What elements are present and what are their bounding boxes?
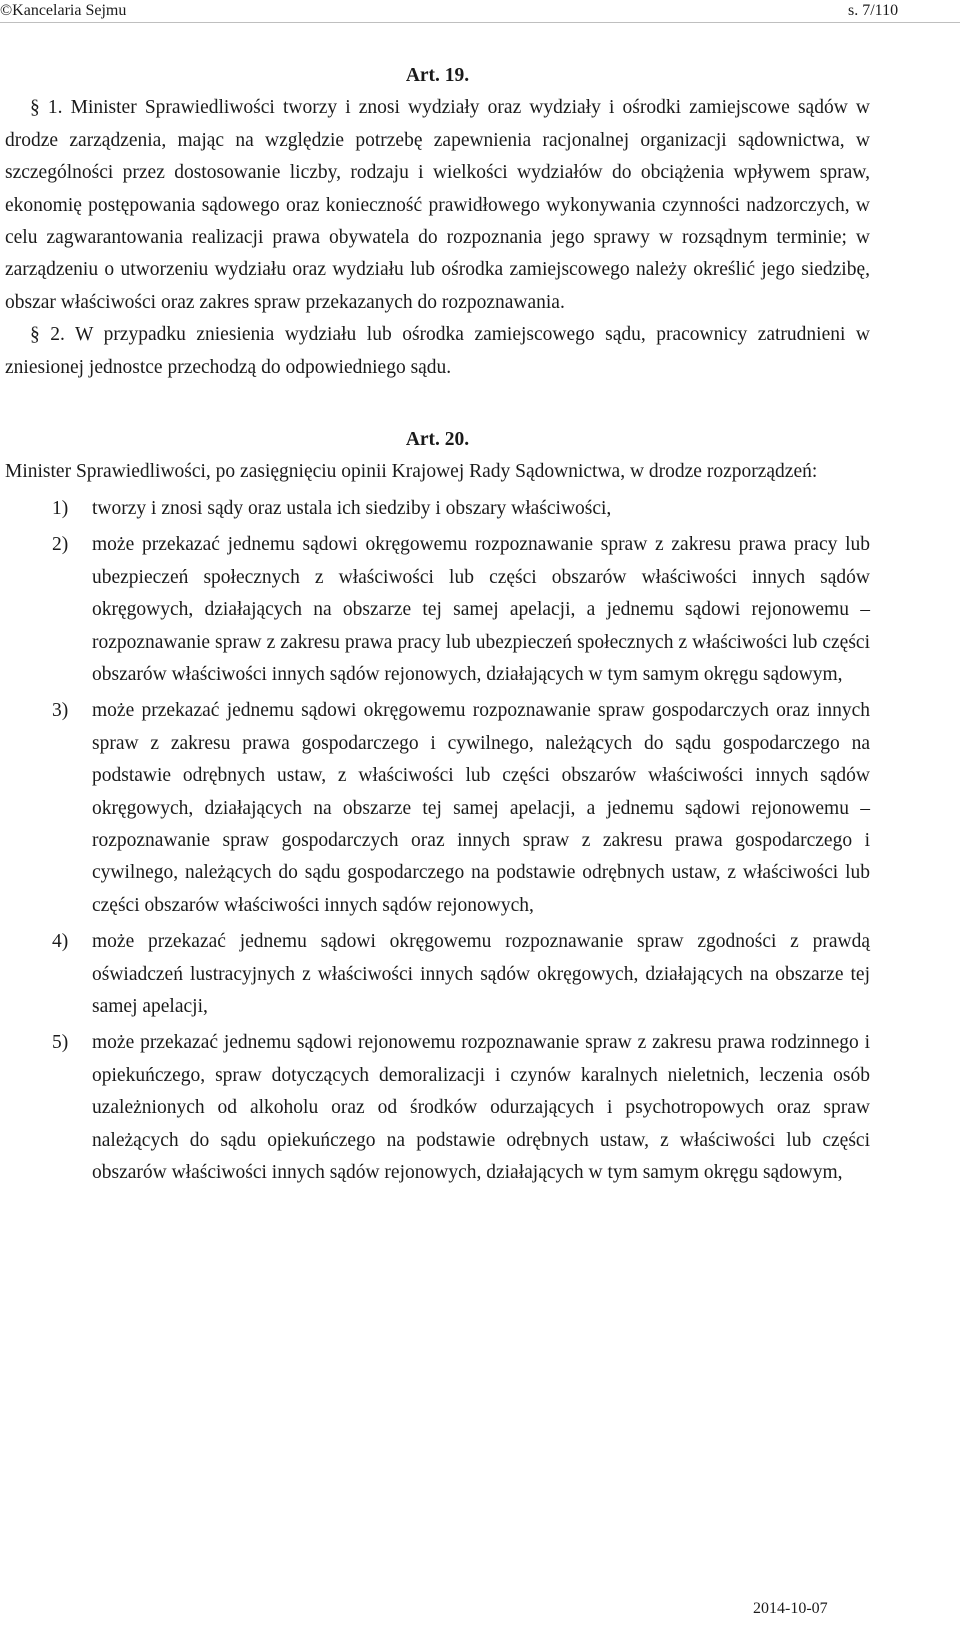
- list-item: [5, 1027, 870, 1189]
- article-19-title: Art. 19.: [405, 65, 470, 86]
- list-item-number: 4): [52, 931, 69, 953]
- header-divider: [0, 22, 960, 23]
- list-item-number: 3): [52, 700, 69, 722]
- page-header: [0, 0, 960, 24]
- article-spacer: [5, 384, 870, 424]
- list-item: [5, 695, 870, 922]
- list-item-number: 5): [52, 1032, 69, 1054]
- list-item: [5, 926, 870, 1023]
- list-item: [5, 529, 870, 691]
- document-date: 2014-10-07: [753, 1600, 828, 1617]
- list-item-text: może przekazać jednemu sądowi rejonowemu rozpoznawanie spraw z zakresu prawa rodzinnego i opiekuńczego, spraw dotyczących demoralizacji i czynów karalnych nieletnich, leczenia osób uzależnionych od alkoholu oraz od środków odurzających i psychotropowych oraz spraw należących do sądu opiekuńczego na podstawie odrębnych ustaw, z właściwości lub części obszarów właściwości innych sądów rejonowych, działających w tym samym okręgu sądowym,: [92, 1032, 870, 1183]
- article-20-list: [5, 493, 870, 1190]
- list-item: [5, 493, 870, 525]
- document-body: [5, 60, 870, 1193]
- article-19-paragraph-1: § 1. Minister Sprawiedliwości tworzy i znosi wydziały oraz wydziały i ośrodki zamiejscowe sądów w drodze zarządzenia, mając na względzie potrzebę zapewnienia racjonalnej organizacji sądownictwa, w szczególności przez dostosowanie liczby, rodzaju i wielkości wydziałów do obciążenia wpływem spraw, ekonomię postępowania sądowego oraz konieczność prawidłowego wykonywania czynności nadzorczych, w celu zagwarantowania realizacji prawa obywatela do rozpoznania jego sprawy w rozsądnym terminie; w zarządzeniu o utworzeniu wydziału oraz wydziału lub ośrodka zamiejscowego należy określić jego siedzibę, obszar właściwości oraz zakres spraw przekazanych do rozpoznawania.: [5, 97, 870, 313]
- list-item-text: może przekazać jednemu sądowi okręgowemu rozpoznawanie spraw gospodarczych oraz innych spraw z zakresu prawa gospodarczego i cywilnego, należących do sądu gospodarczego na podstawie odrębnych ustaw, z właściwości lub części obszarów właściwości innych sądów okręgowych, działających na obszarze tej samej apelacji, a jednemu sądowi rejonowemu – rozpoznawanie spraw gospodarczych oraz innych spraw z zakresu prawa gospodarczego i cywilnego, należących do sądu gospodarczego na podstawie odrębnych ustaw, z właściwości lub części obszarów właściwości innych sądów rejonowych,: [92, 700, 870, 916]
- list-item-text: tworzy i znosi sądy oraz ustala ich siedziby i obszary właściwości,: [92, 497, 612, 519]
- list-item-number: 2): [52, 534, 69, 556]
- article-19-paragraph-2: § 2. W przypadku zniesienia wydziału lub ośrodka zamiejscowego sądu, pracownicy zatrudnieni w zniesionej jednostce przechodzą do odpowiedniego sądu.: [5, 324, 870, 378]
- article-20-title: Art. 20.: [405, 429, 470, 451]
- list-item-text: może przekazać jednemu sądowi okręgowemu rozpoznawanie spraw z zakresu prawa pracy lub ubezpieczeń społecznych z właściwości lub części obszarów właściwości innych sądów okręgowych, działających na obszarze tej samej apelacji, a jednemu sądowi rejonowemu – rozpoznawanie spraw z zakresu prawa pracy lub ubezpieczeń społecznych z właściwości lub części obszarów właściwości innych sądów rejonowych, działających w tym samym okręgu sądowym,: [92, 534, 870, 685]
- page-number: s. 7/110: [848, 2, 899, 19]
- copyright-label: ©Kancelaria Sejmu: [0, 2, 127, 19]
- list-item-text: może przekazać jednemu sądowi okręgowemu rozpoznawanie spraw zgodności z prawdą oświadczeń lustracyjnych z właściwości innych sądów okręgowych, działających na obszarze tej samej apelacji,: [92, 931, 870, 1017]
- article-20-intro: Minister Sprawiedliwości, po zasięgnięciu opinii Krajowej Rady Sądownictwa, w drodze rozporządzeń:: [5, 461, 818, 483]
- list-item-number: 1): [52, 497, 69, 519]
